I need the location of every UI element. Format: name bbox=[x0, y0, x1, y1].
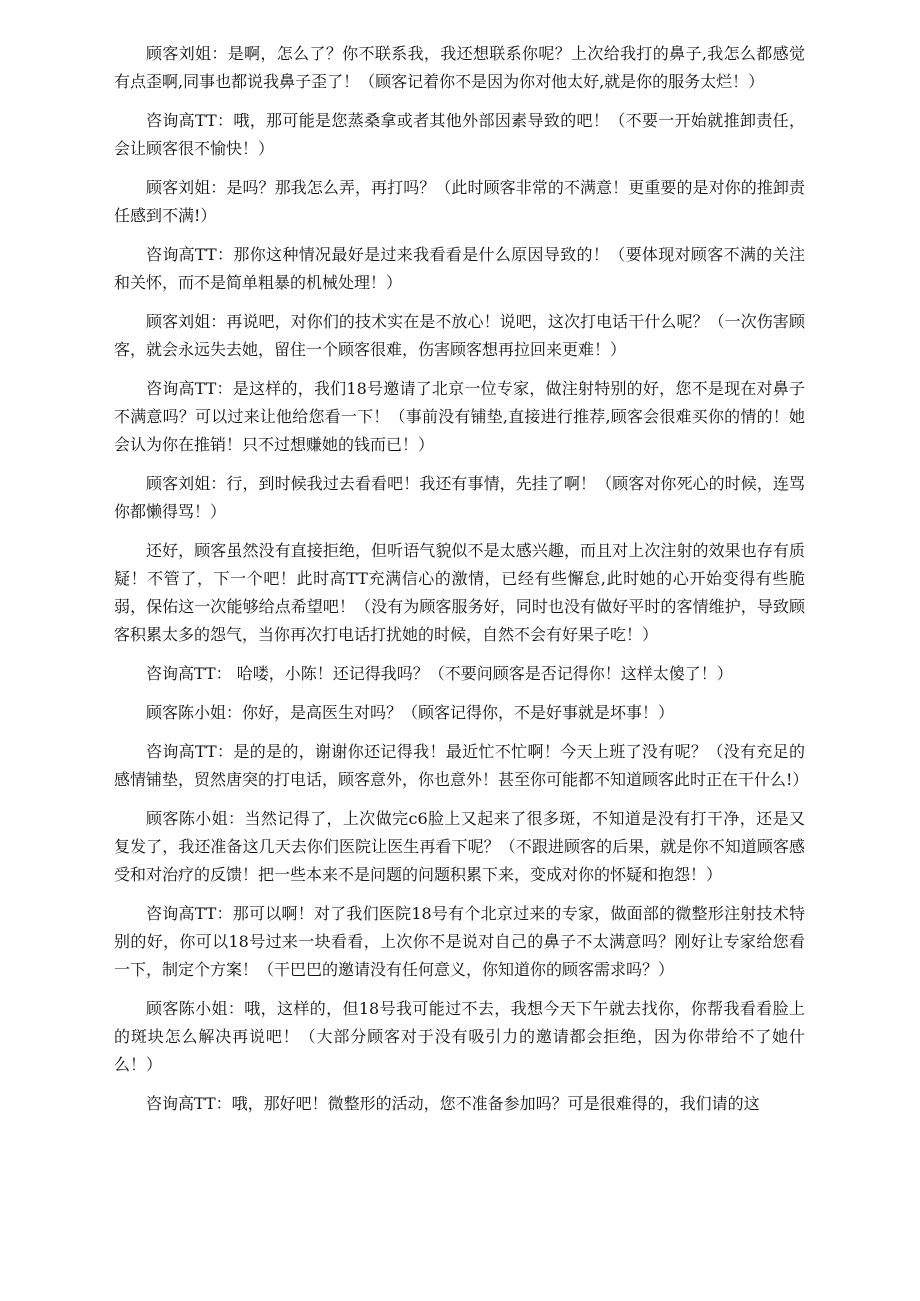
paragraph: 咨询高TT： 哈喽，小陈！还记得我吗？（不要问顾客是否记得你！这样太傻了！） bbox=[146, 664, 733, 683]
paragraph: 顾客刘姐：行，到时候我过去看看吧！我还有事情，先挂了啊！（顾客对你死心的时候，连骂你都懒得骂！） bbox=[114, 474, 805, 521]
paragraph: 咨询高TT：哦，那可能是您蒸桑拿或者其他外部因素导致的吧！（不要一开始就推卸责任，会让顾客很不愉快！） bbox=[114, 111, 805, 158]
paragraph: 咨询高TT：是这样的，我们18号邀请了北京一位专家，做注射特别的好，您不是现在对鼻子不满意吗？可以过来让他给您看一下！（事前没有铺垫,直接进行推荐,顾客会很难买你的情的！她会认为你在推销！只不过想赚她的钱而已！） bbox=[114, 379, 805, 454]
paragraph: 顾客刘姐：再说吧，对你们的技术实在是不放心！说吧，这次打电话干什么呢？（一次伤害顾客，就会永远失去她，留住一个顾客很难，伤害顾客想再拉回来更难！） bbox=[114, 312, 805, 359]
paragraph: 咨询高TT：是的是的，谢谢你还记得我！最近忙不忙啊！今天上班了没有呢？（没有充足的感情铺垫，贸然唐突的打电话，顾客意外，你也意外！甚至你可能都不知道顾客此时正在干什么!） bbox=[114, 742, 809, 789]
paragraph: 咨询高TT：那可以啊！对了我们医院18号有个北京过来的专家，做面部的微整形注射技术特别的好，你可以18号过来一块看看，上次你不是说对自己的鼻子不太满意吗？刚好让专家给您看一下，制定个方案！（干巴巴的邀请没有任何意义，你知道你的顾客需求吗？） bbox=[114, 904, 805, 979]
paragraph: 顾客陈小姐：哦，这样的，但18号我可能过不去，我想今天下午就去找你，你帮我看看脸上的斑块怎么解决再说吧！（大部分顾客对于没有吸引力的邀请都会拒绝，因为你带给不了她什么！） bbox=[114, 999, 805, 1074]
paragraph: 咨询高TT：哦，那好吧！微整形的活动，您不准备参加吗？可是很难得的，我们请的这 bbox=[146, 1094, 760, 1113]
paragraph: 咨询高TT：那你这种情况最好是过来我看看是什么原因导致的！（要体现对顾客不满的关注和关怀，而不是简单粗暴的机械处理！） bbox=[114, 245, 805, 292]
paragraph: 顾客刘姐：是吗？那我怎么弄，再打吗？（此时顾客非常的不满意！更重要的是对你的推卸责任感到不满!） bbox=[114, 178, 805, 225]
paragraph: 还好，顾客虽然没有直接拒绝，但听语气貌似不是太感兴趣，而且对上次注射的效果也存有质疑！不管了，下一个吧！此时高TT充满信心的激情，已经有些懈怠,此时她的心开始变得有些脆弱，保佑这一次能够给点希望吧！（没有为顾客服务好，同时也没有做好平时的客情维护，导致顾客积累太多的怨气，当你再次打电话打扰她的时候，自然不会有好果子吃！） bbox=[114, 541, 805, 644]
paragraph: 顾客陈小姐：你好，是高医生对吗？（顾客记得你，不是好事就是坏事！） bbox=[146, 703, 675, 722]
paragraph: 顾客刘姐：是啊，怎么了？你不联系我，我还想联系你呢？上次给我打的鼻子,我怎么都感觉有点歪啊,同事也都说我鼻子歪了！（顾客记着你不是因为你对他太好,就是你的服务太烂！） bbox=[114, 44, 805, 91]
paragraph: 顾客陈小姐：当然记得了，上次做完c6脸上又起来了很多斑，不知道是没有打干净，还是又复发了，我还准备这几天去你们医院让医生再看下呢？（不跟进顾客的后果，就是你不知道顾客感受和对治疗的反馈！把一些本来不是问题的问题积累下来，变成对你的怀疑和抱怨！） bbox=[114, 809, 805, 884]
